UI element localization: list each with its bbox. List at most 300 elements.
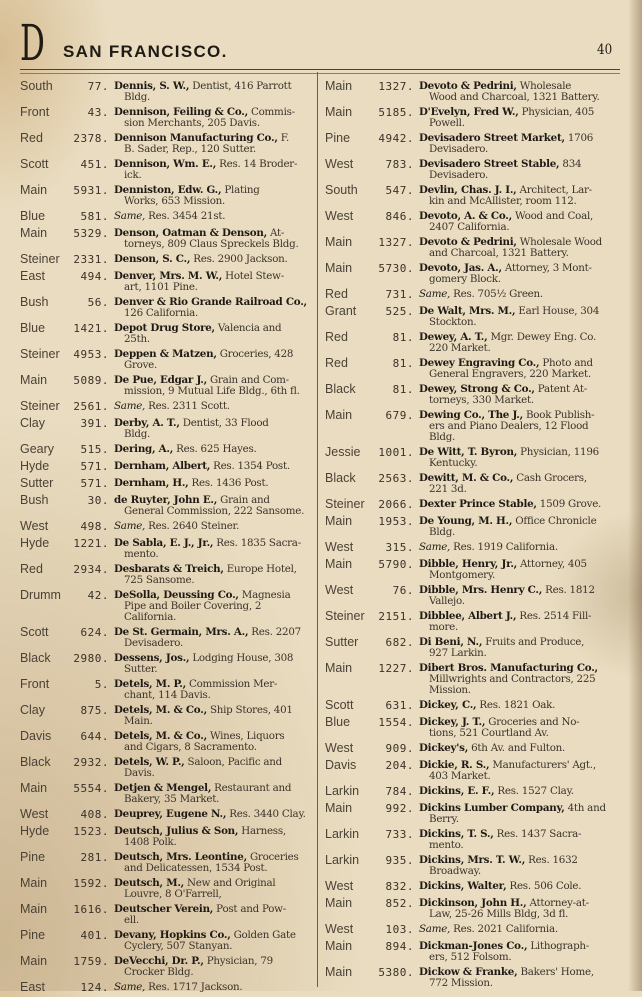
listing-continuation: Devisadero. xyxy=(429,143,489,155)
listing-continuation: Works, 653 Mission. xyxy=(124,195,226,207)
listing-text xyxy=(419,635,617,659)
listing-name: Same, xyxy=(419,541,451,553)
listing-continuation: Pipe and Boiler Covering, 2 California. xyxy=(124,600,262,623)
phone-number: 2563. xyxy=(378,472,414,485)
listing-name: Dickins, E. F., xyxy=(419,785,495,797)
exchange-name: Davis xyxy=(20,729,52,743)
directory-entry xyxy=(20,651,312,675)
listing-detail: Post and Pow- xyxy=(213,903,286,915)
listing-name: Devlin, Chas. J. I., xyxy=(419,184,517,196)
directory-entry xyxy=(20,399,312,414)
exchange-name: Main xyxy=(325,514,353,528)
exchange-name: Main xyxy=(20,876,48,890)
phone-number: 2932. xyxy=(73,756,109,769)
listing-detail: Physician, 405 xyxy=(518,106,595,118)
listing-first-line xyxy=(114,982,312,993)
listing-text xyxy=(419,853,617,877)
listing-detail: Saloon, Pacific and xyxy=(184,756,283,768)
listing-text xyxy=(114,399,312,412)
listing-text xyxy=(419,827,617,851)
exchange-name: Main xyxy=(20,902,48,916)
listing-text xyxy=(114,131,312,155)
listing-name: Devoto, A. & Co., xyxy=(419,210,512,222)
directory-entry xyxy=(325,235,617,259)
listing-continuation: and Charcoal, 1321 Battery. xyxy=(429,247,569,259)
listing-name: Dewing Co., The J., xyxy=(419,409,523,421)
exchange-name: West xyxy=(325,583,354,597)
exchange-name: West xyxy=(325,209,354,223)
listing-text xyxy=(114,442,312,455)
listing-continuation: 772 Mission. xyxy=(429,977,493,989)
directory-entry xyxy=(20,183,312,207)
listing-first-line xyxy=(114,444,312,455)
listing-continuation: Stockton. xyxy=(429,316,477,328)
listing-first-line xyxy=(114,211,312,222)
listing-detail: Fruits and Produce, xyxy=(482,636,585,648)
listing-detail: Res. 1437 Sacra- xyxy=(493,828,582,840)
directory-entry xyxy=(20,373,312,397)
directory-entry xyxy=(325,661,617,696)
listing-first-line xyxy=(419,786,617,797)
listing-name: Dennison Manufacturing Co., xyxy=(114,132,278,144)
exchange-name: Main xyxy=(325,939,353,953)
listing-name: D'Evelyn, Fred W., xyxy=(419,106,519,118)
directory-entry xyxy=(325,741,617,756)
listing-continuation: 927 Larkin. xyxy=(429,647,487,659)
phone-number: 571. xyxy=(80,460,109,473)
listing-text xyxy=(114,562,312,586)
listing-name: Devany, Hopkins Co., xyxy=(114,929,231,941)
listing-detail: Earl House, 304 xyxy=(515,305,600,317)
directory-entry xyxy=(325,79,617,103)
listing-detail: At- xyxy=(266,227,285,239)
listing-name: Detels, W. P., xyxy=(114,756,185,768)
listing-detail: Hotel Stew- xyxy=(222,270,284,282)
phone-number: 42. xyxy=(87,589,109,602)
listing-text xyxy=(114,755,312,779)
listing-continuation: tions, 521 Courtland Av. xyxy=(429,727,549,739)
listing-text xyxy=(114,252,312,265)
exchange-name: Pine xyxy=(20,928,46,942)
listing-detail: Wines, Liquors xyxy=(206,730,285,742)
phone-number: 679. xyxy=(385,409,414,422)
listing-name: Devoto & Pedrini, xyxy=(419,80,517,92)
listing-name: Dickins, Mrs. T. W., xyxy=(419,854,526,866)
listing-name: Dernham, H., xyxy=(114,477,189,489)
listing-text xyxy=(419,540,617,553)
listing-text xyxy=(114,183,312,207)
listing-text xyxy=(419,922,617,935)
listing-continuation: gomery Block. xyxy=(429,273,501,285)
listing-continuation: Bldg. xyxy=(124,91,151,103)
phone-number: 571. xyxy=(80,477,109,490)
phone-number: 2980. xyxy=(73,652,109,665)
listing-text xyxy=(419,131,617,155)
phone-number: 5089. xyxy=(73,374,109,387)
listing-text xyxy=(419,879,617,892)
listing-continuation: ers, 512 Folsom. xyxy=(429,951,512,963)
listing-name: Dewey, A. T., xyxy=(419,331,488,343)
listing-text xyxy=(114,105,312,129)
listing-first-line xyxy=(114,401,312,412)
listing-continuation: ick. xyxy=(124,169,142,181)
listing-first-line xyxy=(114,809,312,820)
directory-entry xyxy=(325,965,617,989)
directory-entry xyxy=(20,850,312,874)
right-column xyxy=(325,79,617,991)
directory-entry xyxy=(325,758,617,782)
phone-number: 5554. xyxy=(73,782,109,795)
phone-number: 103. xyxy=(385,923,414,936)
phone-number: 4942. xyxy=(378,132,414,145)
phone-number: 1001. xyxy=(378,446,414,459)
phone-number: 846. xyxy=(385,210,414,223)
directory-entry xyxy=(325,471,617,495)
listing-name: Same, xyxy=(419,288,451,300)
listing-text xyxy=(419,287,617,300)
listing-text xyxy=(419,965,617,989)
directory-entry xyxy=(325,557,617,581)
directory-entry xyxy=(20,269,312,293)
directory-entry xyxy=(20,729,312,753)
directory-entry xyxy=(20,781,312,805)
listing-detail: Ship Stores, 401 xyxy=(206,704,293,716)
directory-entry xyxy=(20,252,312,267)
listing-first-line xyxy=(114,254,312,265)
listing-name: Dewey Engraving Co., xyxy=(419,357,540,369)
listing-first-line xyxy=(419,924,617,935)
listing-detail: Commission Mer- xyxy=(185,678,278,690)
listing-continuation: Montgomery. xyxy=(429,569,496,581)
listing-continuation: Main. xyxy=(124,715,153,727)
listing-continuation: Devisadero. xyxy=(429,169,489,181)
listing-text xyxy=(419,471,617,495)
exchange-name: Main xyxy=(325,801,353,815)
listing-continuation: torneys, 809 Claus Spreckels Bldg. xyxy=(124,238,299,250)
listing-detail: Photo and xyxy=(539,357,593,369)
listing-continuation: mission, 9 Mutual Life Bldg., 6th fl. xyxy=(124,385,300,397)
listing-detail: Physician, 1196 xyxy=(517,446,599,458)
phone-number: 391. xyxy=(80,417,109,430)
listing-text xyxy=(114,209,312,222)
listing-name: Dennis, S. W., xyxy=(114,80,190,92)
listing-detail: Mgr. Dewey Eng. Co. xyxy=(487,331,597,343)
listing-text xyxy=(419,261,617,285)
exchange-name: South xyxy=(325,183,358,197)
directory-entry xyxy=(20,459,312,474)
exchange-name: West xyxy=(20,519,49,533)
exchange-name: Main xyxy=(325,408,353,422)
listing-text xyxy=(419,79,617,103)
listing-text xyxy=(114,493,312,517)
phone-number: 494. xyxy=(80,270,109,283)
listing-detail: Res. 1835 Sacra- xyxy=(213,537,301,549)
directory-entry xyxy=(20,954,312,978)
directory-entry xyxy=(325,635,617,659)
listing-continuation: Davis. xyxy=(124,767,155,779)
phone-number: 2331. xyxy=(73,253,109,266)
directory-entry xyxy=(20,677,312,701)
exchange-name: Main xyxy=(325,965,353,979)
listing-text xyxy=(114,980,312,993)
listing-text xyxy=(114,703,312,727)
listing-detail: Office Chronicle xyxy=(512,515,597,527)
phone-number: 624. xyxy=(80,626,109,639)
exchange-name: Scott xyxy=(20,157,49,171)
exchange-name: Main xyxy=(325,661,353,675)
directory-entry xyxy=(325,356,617,380)
listing-name: Denson, S. C., xyxy=(114,253,191,265)
directory-entry xyxy=(325,922,617,937)
phone-number: 1221. xyxy=(73,537,109,550)
listing-name: Detels, M. P., xyxy=(114,678,186,690)
listing-name: De Young, M. H., xyxy=(419,515,513,527)
directory-entry xyxy=(20,980,312,995)
exchange-name: Main xyxy=(325,235,353,249)
exchange-name: Main xyxy=(325,105,353,119)
exchange-name: Hyde xyxy=(20,536,50,550)
exchange-name: Steiner xyxy=(325,609,365,623)
listing-text xyxy=(114,588,312,623)
listing-detail: Res. 2207 xyxy=(248,626,301,638)
listing-text xyxy=(114,476,312,489)
exchange-name: East xyxy=(20,269,46,283)
listing-continuation: mento. xyxy=(429,839,464,851)
exchange-name: Blue xyxy=(20,321,46,335)
listing-detail: Bakers' Home, xyxy=(517,966,594,978)
directory-entry xyxy=(325,715,617,739)
listing-text xyxy=(419,896,617,920)
listing-detail: Groceries and No- xyxy=(485,716,580,728)
listing-continuation: B. Sader, Rep., 120 Sutter. xyxy=(124,143,256,155)
exchange-name: Red xyxy=(20,562,43,576)
listing-detail: F. xyxy=(277,132,290,144)
listing-text xyxy=(419,105,617,129)
directory-entry xyxy=(20,807,312,822)
directory-entry xyxy=(20,79,312,103)
listing-name: Dernham, Albert, xyxy=(114,460,211,472)
listing-name: Devoto & Pedrini, xyxy=(419,236,517,248)
exchange-name: Main xyxy=(325,557,353,571)
listing-detail: Res. 705½ Green. xyxy=(450,288,543,300)
exchange-name: Black xyxy=(20,651,51,665)
phone-number: 894. xyxy=(385,940,414,953)
exchange-name: Front xyxy=(20,105,50,119)
listing-text xyxy=(114,850,312,874)
phone-number: 631. xyxy=(385,699,414,712)
listing-detail: Lithograph- xyxy=(527,940,590,952)
header-rule xyxy=(20,69,620,74)
listing-name: Same, xyxy=(114,210,146,222)
column-divider xyxy=(317,72,318,987)
listing-name: Detels, M. & Co., xyxy=(114,704,207,716)
listing-detail: Res. 1632 xyxy=(525,854,578,866)
listing-name: Dickman-Jones Co., xyxy=(419,940,528,952)
directory-entry xyxy=(20,295,312,319)
listing-detail: Res. 14 Broder- xyxy=(216,158,298,170)
phone-number: 498. xyxy=(80,520,109,533)
listing-continuation: Sutter. xyxy=(124,663,158,675)
listing-detail: Book Publish- xyxy=(522,409,595,421)
listing-continuation: Berry. xyxy=(429,813,459,825)
listing-text xyxy=(114,459,312,472)
directory-entry xyxy=(325,801,617,825)
directory-entry xyxy=(325,540,617,555)
listing-continuation: Powell. xyxy=(429,117,465,129)
listing-text xyxy=(114,729,312,753)
listing-name: Dickow & Franke, xyxy=(419,966,518,978)
directory-entry xyxy=(325,896,617,920)
exchange-name: Steiner xyxy=(20,399,60,413)
phone-number: 30. xyxy=(87,494,109,507)
listing-name: Dering, A., xyxy=(114,443,174,455)
listing-continuation: Cyclery, 507 Stanyan. xyxy=(124,940,233,952)
exchange-name: Red xyxy=(325,356,348,370)
listing-continuation: Devisadero. xyxy=(124,637,184,649)
listing-name: Dibert Bros. Manufacturing Co., xyxy=(419,662,598,674)
listing-continuation: Law, 25-26 Mills Bldg, 3d fl. xyxy=(429,908,569,920)
listing-text xyxy=(419,514,617,538)
listing-text xyxy=(419,356,617,380)
listing-text xyxy=(114,79,312,103)
directory-entry xyxy=(20,703,312,727)
directory-entry xyxy=(325,583,617,607)
listing-continuation: Kentucky. xyxy=(429,457,478,469)
phone-number: 81. xyxy=(392,357,414,370)
listing-name: Dickins, T. S., xyxy=(419,828,494,840)
directory-entry xyxy=(325,698,617,713)
listing-name: Devisadero Street Market, xyxy=(419,132,565,144)
phone-number: 1327. xyxy=(378,236,414,249)
listing-name: Same, xyxy=(114,981,146,993)
phone-number: 2378. xyxy=(73,132,109,145)
listing-name: Devoto, Jas. A., xyxy=(419,262,502,274)
listing-detail: Wood and Coal, xyxy=(511,210,594,222)
listing-continuation: Millwrights and Contractors, 225 Mission. xyxy=(429,673,596,696)
phone-number: 2934. xyxy=(73,563,109,576)
listing-name: De St. Germain, Mrs. A., xyxy=(114,626,249,638)
listing-first-line xyxy=(419,499,617,510)
listing-name: Deutsch, M., xyxy=(114,877,185,889)
phone-number: 5. xyxy=(94,678,109,691)
directory-entry xyxy=(20,588,312,623)
phone-number: 1953. xyxy=(378,515,414,528)
exchange-name: Scott xyxy=(20,625,49,639)
listing-continuation: ers and Piano Dealers, 12 Flood Bldg. xyxy=(429,420,589,443)
listing-text xyxy=(114,295,312,319)
listing-detail: Lodging House, 308 xyxy=(189,652,294,664)
listing-first-line xyxy=(419,881,617,892)
listing-continuation: 25th. xyxy=(124,333,150,345)
phone-number: 2066. xyxy=(378,498,414,511)
listing-detail: 4th and xyxy=(564,802,606,814)
phone-number: 1616. xyxy=(73,903,109,916)
phone-number: 682. xyxy=(385,636,414,649)
exchange-name: Main xyxy=(20,373,48,387)
listing-text xyxy=(114,536,312,560)
listing-name: Deutsch, Julius & Son, xyxy=(114,825,239,837)
listing-text xyxy=(419,209,617,233)
exchange-name: Larkin xyxy=(325,853,360,867)
phone-number: 5329. xyxy=(73,227,109,240)
listing-text xyxy=(419,408,617,443)
exchange-name: Geary xyxy=(20,442,55,456)
exchange-name: Drumm xyxy=(20,588,61,602)
phone-number: 547. xyxy=(385,184,414,197)
page-edge-shadow xyxy=(628,0,642,991)
directory-entry xyxy=(20,536,312,560)
listing-text xyxy=(114,824,312,848)
listing-continuation: 2407 California. xyxy=(429,221,510,233)
phone-number: 77. xyxy=(87,80,109,93)
listing-name: Dickey, C., xyxy=(419,699,477,711)
exchange-name: Clay xyxy=(20,703,46,717)
listing-detail: Cash Grocers, xyxy=(513,472,587,484)
listing-detail: Res. 506 Cole. xyxy=(506,880,582,892)
phone-number: 5931. xyxy=(73,184,109,197)
phone-number: 525. xyxy=(385,305,414,318)
exchange-name: West xyxy=(20,807,49,821)
listing-continuation: General Engravers, 220 Market. xyxy=(429,368,591,380)
phone-number: 81. xyxy=(392,331,414,344)
listing-text xyxy=(114,651,312,675)
directory-entry xyxy=(20,824,312,848)
exchange-name: Scott xyxy=(325,698,354,712)
listing-text xyxy=(419,661,617,696)
listing-name: Dennison, Wm. E., xyxy=(114,158,217,170)
listing-name: Denver & Rio Grande Railroad Co., xyxy=(114,296,307,308)
exchange-name: Red xyxy=(325,287,348,301)
phone-number: 5185. xyxy=(378,106,414,119)
phone-number: 852. xyxy=(385,897,414,910)
phone-number: 1759. xyxy=(73,955,109,968)
directory-entry xyxy=(325,514,617,538)
listing-continuation: 221 3d. xyxy=(429,483,467,495)
exchange-name: Main xyxy=(20,954,48,968)
listing-detail: Attorney, 3 Mont- xyxy=(501,262,592,274)
phone-number: 56. xyxy=(87,296,109,309)
exchange-name: Red xyxy=(325,330,348,344)
listing-first-line xyxy=(114,521,312,532)
directory-entry xyxy=(325,131,617,155)
exchange-name: Sutter xyxy=(325,635,359,649)
listing-text xyxy=(114,876,312,900)
listing-name: DeVecchi, Dr. P., xyxy=(114,955,204,967)
directory-entry xyxy=(20,105,312,129)
phone-number: 2151. xyxy=(378,610,414,623)
exchange-name: West xyxy=(325,540,354,554)
exchange-name: Hyde xyxy=(20,824,50,838)
listing-detail: Europe Hotel, xyxy=(223,563,297,575)
listing-name: Depot Drug Store, xyxy=(114,322,215,334)
phone-number: 733. xyxy=(385,828,414,841)
directory-entry xyxy=(325,853,617,877)
phone-number: 515. xyxy=(80,443,109,456)
phone-number: 1554. xyxy=(378,716,414,729)
directory-entry xyxy=(325,382,617,406)
phone-number: 992. xyxy=(385,802,414,815)
exchange-name: Clay xyxy=(20,416,46,430)
listing-detail: Res. 2900 Jackson. xyxy=(190,253,288,265)
listing-text xyxy=(419,609,617,633)
listing-text xyxy=(419,939,617,963)
listing-first-line xyxy=(114,159,312,170)
listing-name: Detels, M. & Co., xyxy=(114,730,207,742)
listing-name: Dibble, Henry, Jr., xyxy=(419,558,518,570)
listing-name: Dibble, Mrs. Henry C., xyxy=(419,584,543,596)
exchange-name: Pine xyxy=(325,131,351,145)
phone-number: 5730. xyxy=(378,262,414,275)
